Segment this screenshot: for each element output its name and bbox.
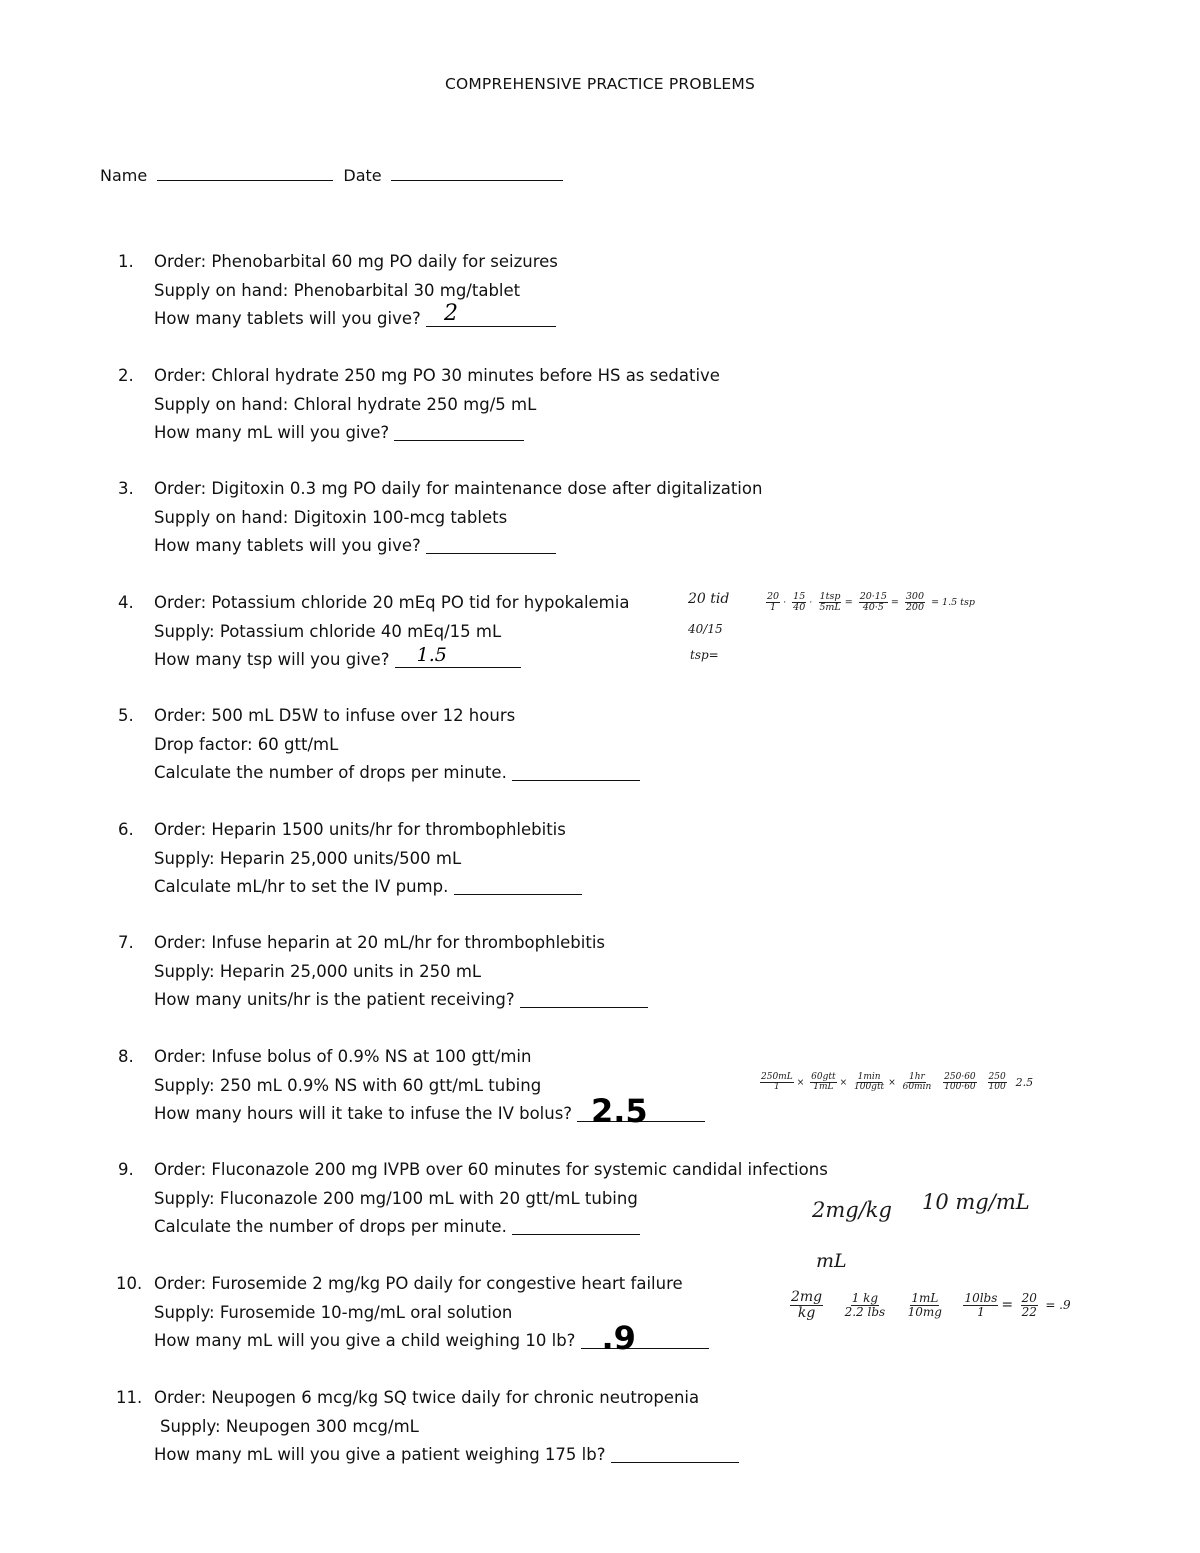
problem-number: 7. [118, 933, 134, 952]
fraction: $\frac{1mL}{10mg}$ [907, 1291, 942, 1319]
fraction: $\frac{1 kg}{\text{2.2 lbs}}$ [844, 1291, 886, 1319]
question-text: How many units/hr is the patient receiving? [154, 990, 515, 1009]
supply-line: Supply: Potassium chloride 40 mEq/15 mL [154, 621, 502, 641]
order-line: Order: Digitoxin 0.3 mg PO daily for maintenance dose after digitalization [154, 479, 763, 498]
date-label: Date [343, 166, 382, 185]
supply-line: Supply on hand: Chloral hydrate 250 mg/5 mL [154, 394, 537, 414]
question-text: How many mL will you give? [154, 423, 390, 442]
handwritten-note-tsp: tsp= [690, 648, 719, 662]
order-line: Order: Fluconazole 200 mg IVPB over 60 minutes for systemic candidal infections [154, 1160, 828, 1179]
question-line [154, 419, 720, 448]
order-line: Order: Infuse heparin at 20 mL/hr for thrombophlebitis [154, 933, 606, 952]
question-line [154, 1213, 828, 1242]
problem-number: 11. [116, 1388, 143, 1407]
fraction: $\frac{20}{1}$ [767, 591, 780, 613]
order-line: Order: Infuse bolus of 0.9% NS at 100 gtt/min [154, 1047, 532, 1066]
date-field[interactable] [391, 164, 563, 181]
fraction: $\frac{300}{200}$ [905, 591, 925, 613]
handwritten-answer: 1.5 [416, 643, 447, 666]
answer-field[interactable] [520, 987, 648, 1008]
calc-result: = .9 [1045, 1298, 1071, 1313]
handwritten-note-dose: 2mg/kg [812, 1198, 892, 1222]
calc-result: 2.5 [1015, 1076, 1034, 1090]
supply-line: Drop factor: 60 gtt/mL [154, 734, 339, 754]
supply-line: Supply: 250 mL 0.9% NS with 60 gtt/mL tubing [154, 1075, 542, 1095]
handwritten-answer: .9 [601, 1318, 636, 1357]
question-line [154, 1318, 709, 1357]
answer-field[interactable] [512, 1214, 640, 1235]
order-line: Order: Potassium chloride 20 mEq PO tid for hypokalemia [154, 593, 630, 612]
question-text: Calculate the number of drops per minute. [154, 763, 507, 782]
fraction: $\frac{20}{22}$ [1021, 1291, 1037, 1319]
handwritten-note-supply: 40/15 [688, 622, 723, 636]
question-line [154, 1441, 739, 1470]
order-line: Order: Phenobarbital 60 mg PO daily for seizures [154, 252, 558, 271]
handwritten-answer: 2 [444, 300, 459, 326]
handwritten-note-tid: 20 tid [688, 591, 730, 607]
problem-number: 5. [118, 706, 134, 725]
answer-field[interactable] [611, 1442, 739, 1463]
order-line: Order: 500 mL D5W to infuse over 12 hours [154, 706, 516, 725]
problem-number: 10. [116, 1274, 143, 1293]
problem-number: 6. [118, 820, 134, 839]
fraction: $\frac{2mg}{kg}$ [791, 1289, 823, 1321]
question-line [154, 759, 640, 788]
question-text: How many hours will it take to infuse the IV bolus? [154, 1104, 573, 1123]
question-line [154, 986, 648, 1015]
fraction: $\frac{20\cdot 15}{40\cdot 5}$ [859, 591, 887, 613]
fraction: $\frac{1hr}{60\min}$ [902, 1072, 932, 1093]
question-text: Calculate the number of drops per minute. [154, 1217, 507, 1236]
answer-field[interactable] [426, 533, 556, 554]
supply-line: Supply: Furosemide 10-mg/mL oral solution [154, 1302, 513, 1322]
problem-number: 2. [118, 366, 134, 385]
fraction: $\frac{\text{60gtt}}{1mL}$ [811, 1072, 836, 1093]
question-text: How many tsp will you give? [154, 650, 390, 669]
answer-field[interactable] [581, 1318, 709, 1357]
handwritten-note-ml: mL [816, 1250, 847, 1272]
name-label: Name [100, 166, 148, 185]
supply-line: Supply: Neupogen 300 mcg/mL [160, 1416, 419, 1436]
order-line: Order: Chloral hydrate 250 mg PO 30 minutes before HS as sedative [154, 366, 720, 385]
question-text: How many mL will you give a patient weighing 175 lb? [154, 1445, 606, 1464]
question-text: How many tablets will you give? [154, 536, 421, 555]
name-field[interactable] [157, 164, 333, 181]
question-line [154, 643, 629, 675]
problem-number: 8. [118, 1047, 134, 1066]
answer-field[interactable] [512, 760, 640, 781]
problem-number: 3. [118, 479, 134, 498]
handwritten-calculation-8: $\frac{250mL}{1}$ × $\frac{\text{60gtt}}{1mL}$ × $\frac{1\min}{\text{100gtt}}$ × $\frac{1hr}{60\min}$ $\frac{250\cdot 60}{100\cdot 60}$ $\frac{250}{100}$ 2.5 [761, 1072, 1034, 1093]
supply-line: Supply on hand: Digitoxin 100-mcg tablets [154, 507, 508, 527]
supply-line: Supply: Fluconazole 200 mg/100 mL with 20 gtt/mL tubing [154, 1188, 638, 1208]
problem-number: 4. [118, 593, 134, 612]
answer-field[interactable] [577, 1091, 705, 1130]
supply-line: Supply: Heparin 25,000 units in 250 mL [154, 961, 482, 981]
question-line [154, 532, 762, 561]
answer-field[interactable] [394, 420, 524, 441]
calc-result: = 1.5 tsp [931, 596, 975, 608]
answer-field[interactable] [395, 643, 521, 668]
page-title: COMPREHENSIVE PRACTICE PROBLEMS [444, 75, 756, 93]
fraction: $\frac{1\min}{\text{100gtt}}$ [854, 1072, 885, 1093]
handwritten-note-concentration: 10 mg/mL [922, 1190, 1030, 1214]
question-text: How many mL will you give a child weighing 10 lb? [154, 1331, 576, 1350]
handwritten-calculation-10: $\frac{2mg}{kg}$ $\frac{1 kg}{\text{2.2 lbs}}$ $\frac{1mL}{10mg}$ $\frac{\text{10lbs}}{1}$ = $\frac{20}{22}$ = .9 [791, 1289, 1071, 1321]
fraction: $\frac{\text{1tsp}}{5mL}$ [819, 591, 841, 613]
header-fields [100, 164, 563, 185]
question-text: How many tablets will you give? [154, 309, 421, 328]
answer-field[interactable] [454, 874, 582, 895]
fraction: $\frac{250mL}{1}$ [761, 1072, 793, 1093]
fraction: $\frac{\text{10lbs}}{1}$ [964, 1291, 998, 1319]
question-line [154, 300, 558, 334]
fraction: $\frac{15}{40}$ [793, 591, 806, 613]
answer-field[interactable] [426, 300, 556, 327]
order-line: Order: Heparin 1500 units/hr for thrombophlebitis [154, 820, 566, 839]
problem-number: 1. [118, 252, 134, 271]
fraction: $\frac{250}{100}$ [988, 1072, 1006, 1093]
question-line [154, 1091, 705, 1130]
fraction: $\frac{250\cdot 60}{100\cdot 60}$ [944, 1072, 976, 1093]
supply-line: Supply on hand: Phenobarbital 30 mg/tablet [154, 280, 521, 300]
handwritten-answer: 2.5 [590, 1091, 648, 1130]
problem-number: 9. [118, 1160, 134, 1179]
order-line: Order: Neupogen 6 mcg/kg SQ twice daily for chronic neutropenia [154, 1388, 700, 1407]
handwritten-calculation-4: $\frac{20}{1}$ · $\frac{15}{40}$ · $\frac{\text{1tsp}}{5mL}$ = $\frac{20\cdot 15}{40\cdot 5}$ = $\frac{300}{200}$ = 1.5 tsp [767, 591, 975, 613]
order-line: Order: Furosemide 2 mg/kg PO daily for congestive heart failure [154, 1274, 683, 1293]
question-line [154, 873, 582, 902]
supply-line: Supply: Heparin 25,000 units/500 mL [154, 848, 462, 868]
question-text: Calculate mL/hr to set the IV pump. [154, 877, 449, 896]
